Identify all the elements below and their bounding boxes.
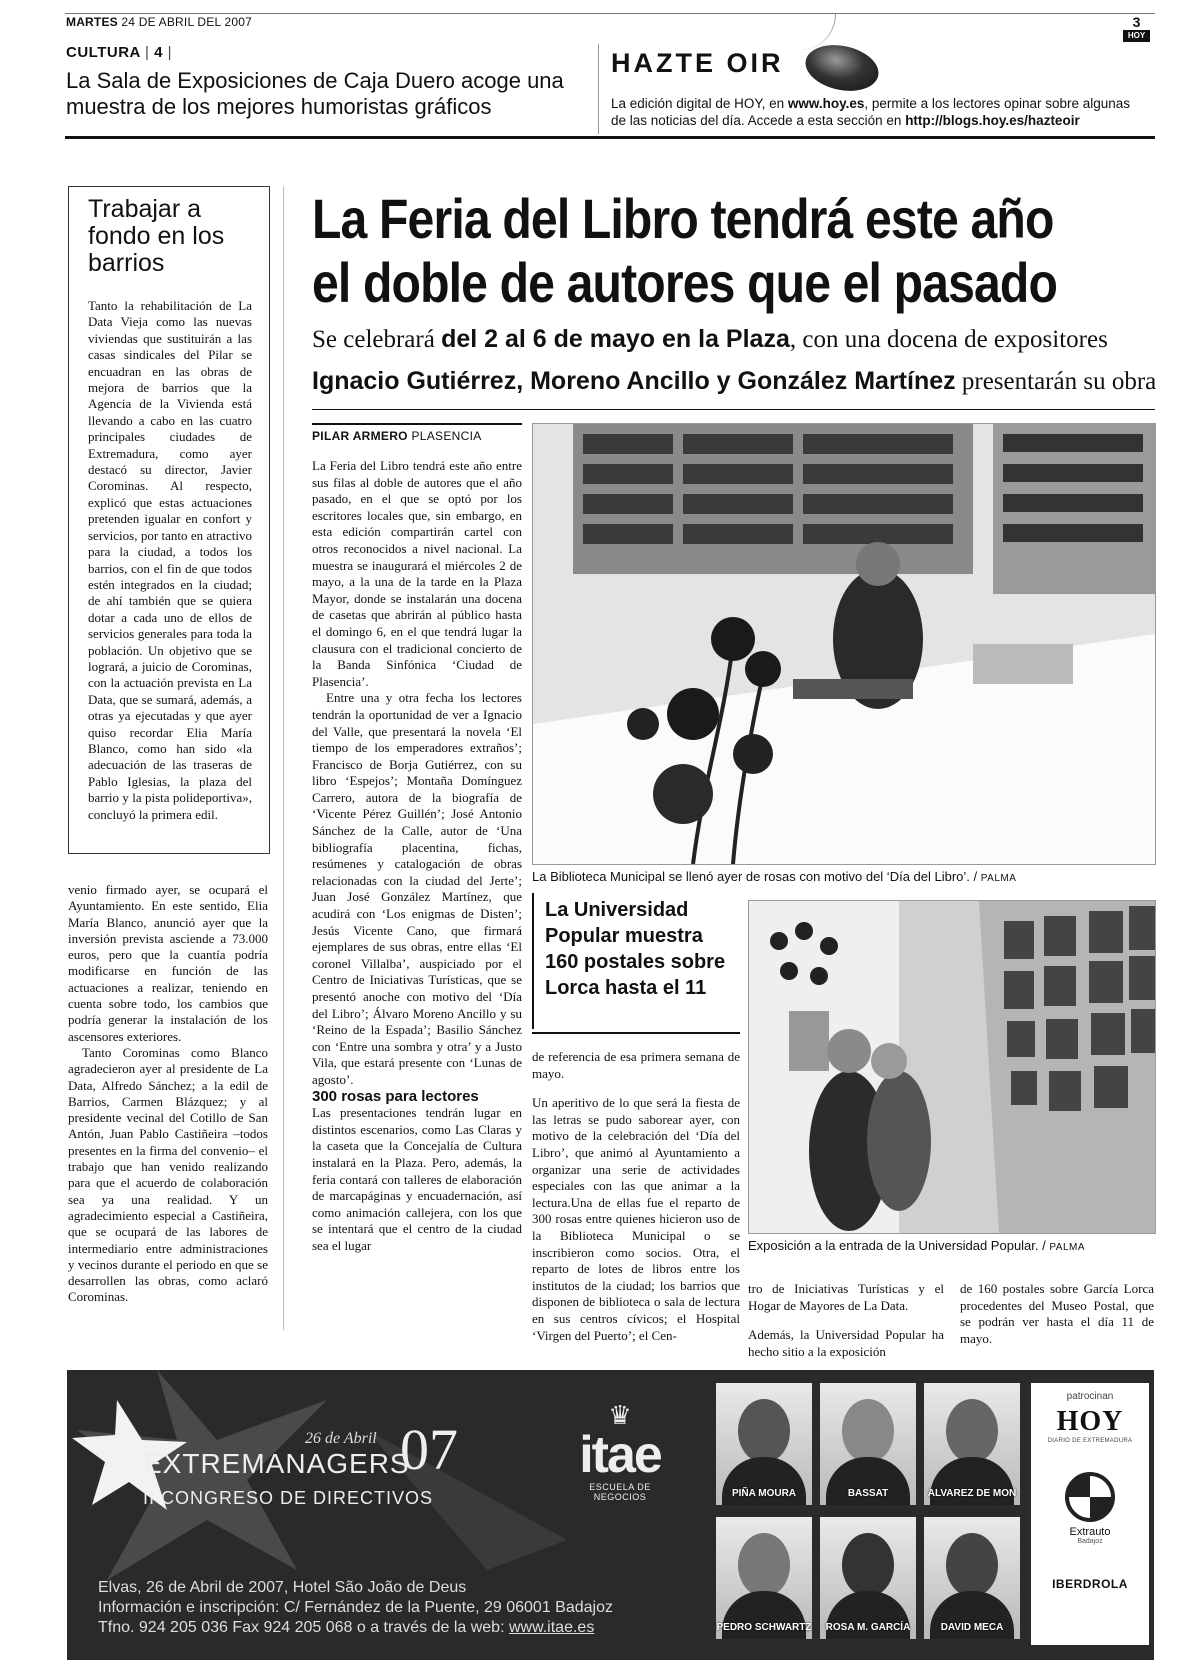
subhead-rule xyxy=(312,409,1155,410)
column1-text: venio firmado ayer, se ocupará el Ayuntamiento. En este sentido, Elia María Blanco, anunció ayer que la inversión prevista asciende a 73.000 euros, pero que la cuantía podría modificarse en función de las actuaciones a realizar, teniendo en cuenta sobre todo, los cambios que podría generar la instalación de los ascensores exteriores. Tanto Corominas como Blanco agradecieron ayer al presidente de La Data, Alfredo Sánchez; a la edil de Barrios, Carmen Blázquez; y al presidente vecinal del Cotillo de San Antón, Juan Pablo Castiñeira –todos presentes en la firma del convenio– el trabajo que han venido realizando para que el acuerdo de colaboración sea ya una realidad. Y un agradecimiento especial a Castiñeira, que se ocupará de las labores de intermediario entre administraciones y vecinos durante el periodo en que se desarrollen las obras, como aclaró Corominas. xyxy=(68,882,268,1305)
article-column3: de referencia de esa primera semana de mayo. Un aperitivo de lo que será la fiesta de las letras se pudo saborear ayer, con motivo de la celebración del ‘Día del Libro’, que animó al Ayuntamiento a organizar una serie de actividades especiales con las que animar a la lectura.Una de ellas fue el reparto de 300 rosas entre quienes hicieron uso de la Biblioteca Municipal o se inscribieron como socios. Otra, el reparto de lotes de libros entre los institutos de la ciudad; los barrios que disponen de biblioteca o sala de lectura en sus centros cívicos; el Hospital ‘Virgen del Puerto’; el Cen- xyxy=(532,1049,740,1343)
page-marker xyxy=(1123,15,1150,42)
article-headline: La Feria del Libro tendrá este año el doble de autores que el pasado xyxy=(312,187,1058,314)
header-rule xyxy=(65,136,1155,139)
ad-date: 26 de Abril xyxy=(305,1430,377,1447)
exhibition-illustration xyxy=(749,901,1155,1233)
article-column2: La Feria del Libro tendrá este año entre sus filas al doble de autores que el año pasado, en el que se optó por los escritores locales que, sin embargo, en esta edición compartirán cartel con otros reconocidos a nivel nacional. La muestra se inaugurará el miércoles 2 de mayo, a la una de la tarde en la Plaza Mayor, donde se instalarán una docena de casetas que abrirán al público hasta el domingo 6, en el que tendrá lugar la clausura con el tradicional concierto de la Banda Sinfónica ‘Ciudad de Plasencia’. Entre una y otra fecha los lectores tendrán la oportunidad de ver a Ignacio del Valle, que presentará la novela ‘El tiempo de los emperadores extraños’; Francisco de Borja Gutiérrez, con su libro ‘Espejos’; Montaña Domínguez Carrero, autora de la biografía de ‘Vicente Pérez Guillén’; José Antonio Sánchez de la Calle, autor de ‘Una bibliografía placentina, fichas, resúmenes y catalogación de obras relacionadas con la ciudad del Jerte’; Juan José González Martínez, que acudirá con ‘Los enigmas de Disten’; Jesús Vicente Cano, que firmará ejemplares de sus obras, entre ellas ‘El coronel Villalba’, auspiciado por el Centro de Iniciativas Turísticas, que se presentó anoche con motivo del ‘Día del Libro’; Álvaro Moreno Ancillo y su ‘Reino de la Espada’; Basilio Sánchez con ‘Entre una sombra y otra’ y a Justo Vila, que estará presente con ‘Lunas de agosto’. 300 rosas para lectores Las presentaciones tendrán lugar en distintos escenarios, como Las Claras y la caseta que la Concejalía de Cultura instalará en la Plaza. Pero, además, la feria contará con talleres de elaboración de marcapáginas y encuadernación, así como animación callejera, con los que se intentará que el centro de la ciudad sea el lugar xyxy=(312,458,522,1253)
ad-brand: EXTREMANAGERS xyxy=(143,1448,410,1479)
page-tag: HOY xyxy=(1123,30,1150,42)
stone-icon xyxy=(801,39,883,97)
speaker-photo: BASSAT xyxy=(820,1383,916,1505)
section-headline[interactable]: La Sala de Exposiciones de Caja Duero acoge una muestra de los mejores humoristas gráficos xyxy=(66,68,564,119)
article-column4: tro de Iniciativas Turísticas y el Hogar de Mayores de La Data. Además, la Universidad Popular ha hecho sitio a la exposición xyxy=(748,1281,944,1359)
article-subhead-2: Ignacio Gutiérrez, Moreno Ancillo y González Martínez presentarán su obra xyxy=(312,367,1157,395)
header-divider xyxy=(598,44,599,134)
top-rule xyxy=(65,13,1155,14)
speaker-photo: ALVAREZ DE MON xyxy=(924,1383,1020,1505)
speaker-photo: PEDRO SCHWARTZ xyxy=(716,1517,812,1639)
universidad-rule xyxy=(532,1032,740,1034)
article-subtitle: 300 rosas para lectores xyxy=(312,1087,479,1105)
ad-info: Elvas, 26 de Abril de 2007, Hotel São João de Deus Información e inscripción: C/ Fernández de la Puente, 29 06001 Badajoz Tfno. 924 205 036 Fax 924 205 068 o a través de la web: www.itae.es xyxy=(98,1579,613,1636)
crown-icon: ♛ xyxy=(608,1400,632,1430)
speakers-grid xyxy=(716,1383,1022,1645)
library-illustration xyxy=(533,424,1155,864)
speaker-photo: DAVID MECA xyxy=(924,1517,1020,1639)
issue-date: MARTES 24 DE ABRIL DEL 2007 xyxy=(66,15,252,29)
speaker-photo: ROSA M. GARCÍA xyxy=(820,1517,916,1639)
hazte-oir-title: HAZTE OIR xyxy=(611,48,784,78)
ad-brand-year: 07 xyxy=(400,1417,458,1482)
bmw-icon xyxy=(1065,1472,1115,1522)
sponsor-label: patrocinan xyxy=(1066,1391,1114,1402)
sidebar-body: Tanto la rehabilitación de La Data Vieja como las nuevas viviendas que sustituirán a las casas sindicales del Pilar se encuadran en las obras de mejora de barrios que la Agencia de la Vivienda está llevando a cabo en las cuatro principales ciudades de Extremadura, como ayer destacó su director, Javier Corominas. Al respecto, explicó que estas actuaciones pretenden igualar en confort y servicios, por tanto en atractivo para la ciudad, a todos los barrios, con el fin de que todos estén integrados en la ciudad; de ahí también que se quiera dotar a cada uno de ellos de servicios generales para toda la población. Un objetivo que se logrará, a juicio de Corominas, con la actuación prevista en La Data, que se sumará, además, a otras ya ejecutadas y que ayer quiso recordar Elia María Blanco, como han sido «la adecuación de las traseras de Pablo Iglesias, la plaza del barrio y la pista polideportiva», concluyó la primera edil. xyxy=(88,298,252,822)
photo2-caption: Exposición a la entrada de la Universidad Popular. / PALMA xyxy=(748,1238,1086,1253)
itae-link[interactable]: www.itae.es xyxy=(508,1619,595,1636)
hoy-logo: HOY xyxy=(1056,1406,1124,1437)
exhibition-photo xyxy=(748,900,1156,1234)
column-rule xyxy=(283,186,284,1330)
sidebar-title: Trabajar a fondo en los barrios xyxy=(88,195,225,277)
byline: PILAR ARMERO PLASENCIA xyxy=(312,423,522,443)
article-subhead-1: Se celebrará del 2 al 6 de mayo en la Plaza, con una docena de expositores xyxy=(312,325,1108,353)
section-label: CULTURA | 4 | xyxy=(66,44,172,61)
iberdrola-logo: IBERDROLA xyxy=(1052,1577,1128,1591)
sponsor-panel: patrocinan HOY DIARIO DE EXTREMADURA Extrauto Badajoz IBERDROLA xyxy=(1031,1383,1149,1645)
ad-congress: II CONGRESO DE DIRECTIVOS xyxy=(143,1488,434,1508)
itae-logo: ♛ itae ESCUELA DE NEGOCIOS xyxy=(570,1402,670,1502)
speaker-photo: PIÑA MOURA xyxy=(716,1383,812,1505)
hazteoir-link[interactable]: http://blogs.hoy.es/hazteoir xyxy=(905,113,1080,128)
extrauto-label: Extrauto xyxy=(1069,1526,1111,1538)
hoy-link[interactable]: www.hoy.es xyxy=(787,96,865,111)
star-icon xyxy=(67,1370,68,1371)
hazte-oir-text: La edición digital de HOY, en www.hoy.es, permite a los lectores opinar sobre algunas de las noticias del día. Accede a esta sección en http://blogs.hoy.es/hazteoir xyxy=(611,96,1131,128)
photo1-caption: La Biblioteca Municipal se llenó ayer de rosas con motivo del ‘Día del Libro’. / PALMA xyxy=(532,869,1017,884)
article-column5: de 160 postales sobre García Lorca procedentes del Museo Postal, que se podrán ver hasta el día 11 de mayo. xyxy=(960,1281,1154,1346)
universidad-title: La Universidad Popular muestra 160 postales sobre Lorca hasta el 11 xyxy=(545,899,726,999)
library-photo xyxy=(532,423,1156,865)
page-number: 3 xyxy=(1132,14,1141,30)
